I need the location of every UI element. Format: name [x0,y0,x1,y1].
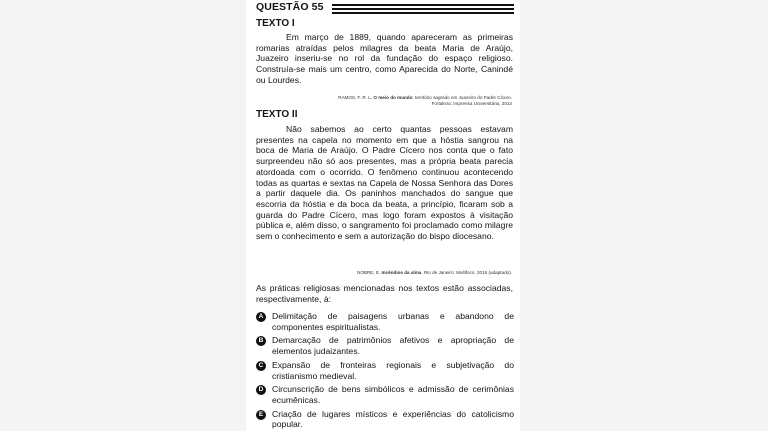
answer-options [256,311,514,431]
option-c-bullet-icon: C [256,361,266,371]
question-prompt: As práticas religiosas mencionadas nos textos estão associadas, respectivamente, à: [256,283,513,304]
question-header [256,1,514,17]
option-d[interactable] [256,384,514,405]
text-1-source: RAMOS, F. R. L. O meio do mundo: território sagrado em Juazeiro do Padre Cícero. Fortaleza: Imprensa Universitária, 2014 [338,95,512,106]
header-rule [332,4,514,16]
text-2-source: NOBRE, E. Incêndios da alma. Rio de Janeiro: Multifoco, 2016 (adaptado). [357,270,512,275]
question-page [246,0,520,431]
option-b[interactable] [256,335,514,356]
text-1-title: TEXTO I [256,18,295,29]
option-d-bullet-icon: D [256,385,266,395]
option-c[interactable] [256,360,514,381]
option-d-text: Circunscrição de bens simbólicos e admissão de cerimônias ecumênicas. [272,384,514,405]
option-a-bullet-icon: A [256,312,266,322]
text-2-title: TEXTO II [256,109,298,120]
question-number: QUESTÃO 55 [256,1,324,13]
option-e-text: Criação de lugares místicos e experiências do catolicismo popular. [272,408,514,430]
option-a[interactable] [256,311,514,332]
option-c-text: Expansão de fronteiras regionais e subjetivação do cristianismo medieval. [272,359,514,381]
option-a-text: Delimitação de paisagens urbanas e abandono de componentes espiritualistas. [272,311,514,332]
option-e-bullet-icon: E [256,410,266,420]
option-b-text: Demarcação de patrimônios afetivos e apropriação de elementos judaizantes. [272,335,514,357]
option-b-bullet-icon: B [256,336,266,346]
text-2-body: Não sabemos ao certo quantas pessoas estavam presentes na capela no momento em que a hóstia sangrou na boca de Maria de Araújo. O Padre Cícero nos conta que o fato surpreendeu não só aos presentes, mas a própria beata parecia atordoada com o ocorrido. O fenômeno continuou acontecendo todas as quartas e sextas na Capela de Nossa Senhora das Dores a partir daquele dia. Os paninhos manchados do sangue que escorria da hóstia e da boca da beata, a princípio, ficaram sob a guarda do Padre Cícero, mas logo foram expostos à visitação pública e, além disso, o sangramento foi proclamado como milagre sem o conhecimento e sem a autorização do bispo diocesano. [256,124,513,242]
option-e[interactable] [256,409,514,430]
text-1-body: Em março de 1889, quando apareceram as primeiras romarias atraídas pelos milagres da beata Maria de Araújo, Juazeiro inseriu-se no rol da fundação do espaço religioso. Construía-se mais um centro, como Aparecida do Norte, Canindé ou Lourdes. [256,32,513,85]
